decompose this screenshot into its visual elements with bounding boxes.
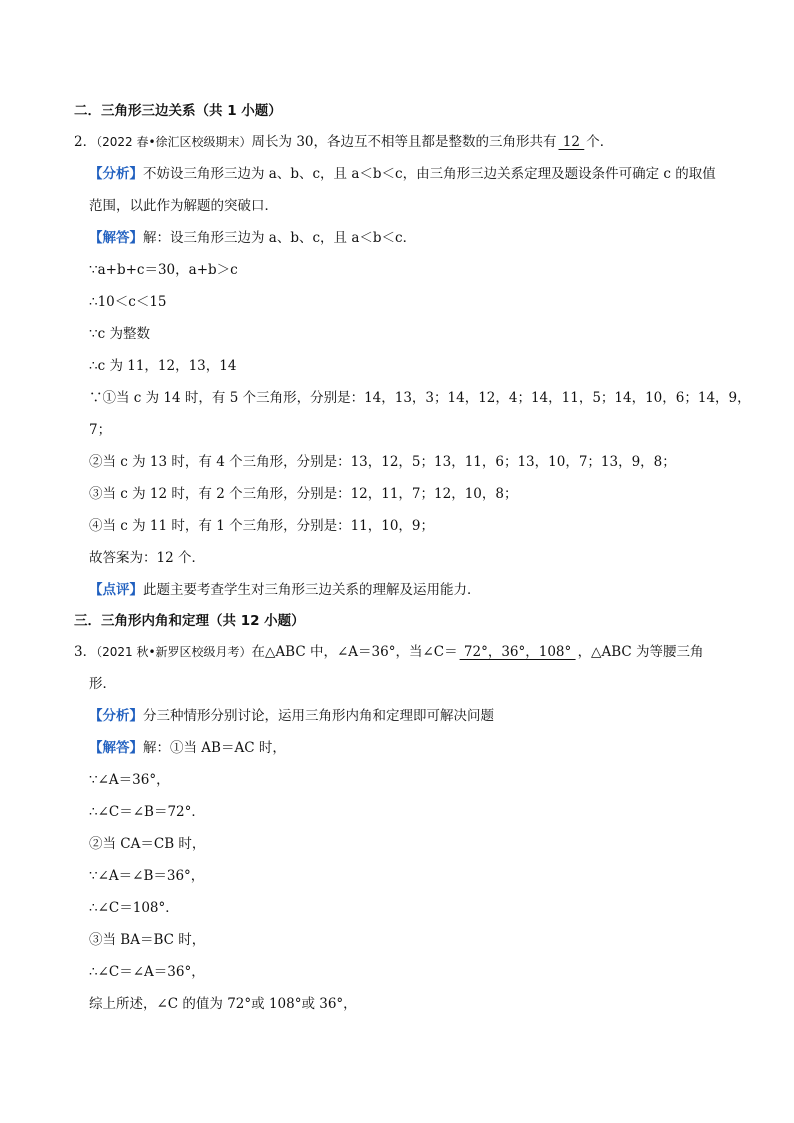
solution-line: ∴c 为 11，12，13，14	[89, 358, 237, 374]
solution-line: ∴∠C＝∠B＝72°．	[89, 804, 205, 820]
comment-tag: 【点评】	[89, 582, 143, 598]
solution-line: 故答案为：12 个．	[89, 550, 205, 566]
solution-line: ②当 CA＝CB 时，	[89, 836, 206, 852]
answer-blank: 72°，36°，108°	[459, 644, 576, 660]
solution-line: ∵∠A＝∠B＝36°，	[89, 868, 205, 884]
question-2: 2．（2022 春•徐汇区校级期末）周长为 30，各边互不相等且都是整数的三角形共有 12 个．	[74, 134, 614, 150]
solution-line: ∴10＜c＜15	[89, 294, 167, 310]
solution: 【解答】解：①当 AB＝AC 时，	[89, 740, 286, 756]
analysis-tag: 【分析】	[89, 166, 143, 182]
solution-line: ∴∠C＝∠A＝36°，	[89, 964, 205, 980]
solution-line: 7；	[89, 422, 112, 438]
solution-line: ③当 c 为 12 时，有 2 个三角形，分别是：12，11，7；12，10，8；	[89, 486, 518, 502]
analysis: 【分析】分三种情形分别讨论，运用三角形内角和定理即可解决问题	[89, 708, 494, 724]
solution-tag: 【解答】	[89, 740, 143, 756]
comment: 【点评】此题主要考查学生对三角形三边关系的理解及运用能力．	[89, 582, 481, 598]
section-heading: 三．三角形内角和定理（共 12 小题）	[74, 613, 305, 629]
solution-line: ∵∠A＝36°，	[89, 772, 170, 788]
section-heading: 二．三角形三边关系（共 1 小题）	[74, 103, 282, 119]
solution-line: 综上所述，∠C 的值为 72°或 108°或 36°，	[89, 996, 357, 1012]
question-3: 3．（2021 秋•新罗区校级月考）在△ABC 中，∠A＝36°，当∠C＝ 72°，36°，108° ，△ABC 为等腰三角	[74, 644, 704, 660]
analysis-tag: 【分析】	[89, 708, 143, 724]
question-number: 2．	[74, 134, 97, 150]
solution-line: ∵a+b+c＝30，a+b＞c	[89, 262, 238, 278]
question-source: （2022 春•徐汇区校级期末）	[96, 135, 252, 149]
solution-line: ②当 c 为 13 时，有 4 个三角形，分别是：13，12，5；13，11，6；13，10，7；13，9，8；	[89, 454, 676, 470]
solution-line: ∴∠C＝108°．	[89, 900, 179, 916]
analysis: 【分析】不妨设三角形三边为 a、b、c，且 a＜b＜c，由三角形三边关系定理及题设条件可确定 c 的取值	[89, 166, 716, 182]
question-text-cont: 形．	[89, 676, 116, 692]
solution: 【解答】解：设三角形三边为 a、b、c，且 a＜b＜c．	[89, 230, 417, 246]
analysis-line: 范围，以此作为解题的突破口．	[89, 198, 278, 214]
question-text: 在△ABC 中，∠A＝36°，当∠C＝	[251, 644, 458, 660]
answer-blank: 12	[558, 134, 585, 150]
solution-line: ∵①当 c 为 14 时，有 5 个三角形，分别是：14，13，3；14，12，4；14，11，5；14，10，6；14，9，	[89, 390, 751, 406]
question-source: （2021 秋•新罗区校级月考）	[96, 645, 252, 659]
solution-tag: 【解答】	[89, 230, 143, 246]
solution-line: ∵c 为整数	[89, 326, 150, 342]
solution-line: ③当 BA＝BC 时，	[89, 932, 206, 948]
solution-line: ④当 c 为 11 时，有 1 个三角形，分别是：11，10，9；	[89, 518, 435, 534]
question-text: 周长为 30，各边互不相等且都是整数的三角形共有	[251, 134, 557, 150]
question-number: 3．	[74, 644, 97, 660]
